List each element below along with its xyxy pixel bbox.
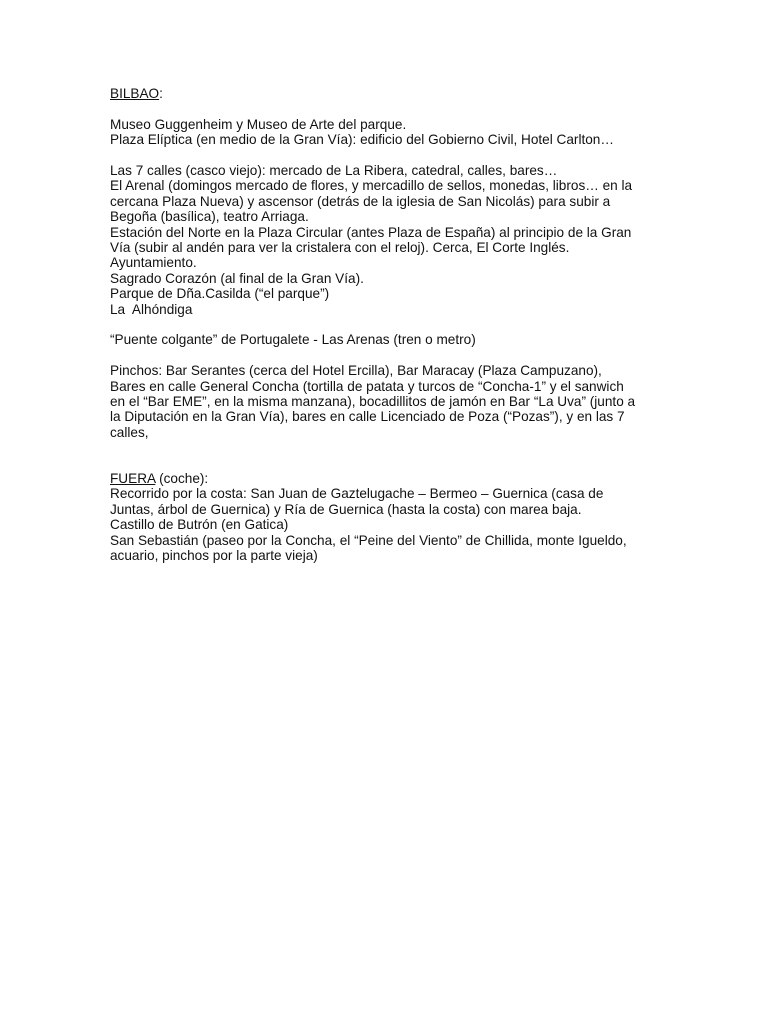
casco-line: El Arenal (domingos mercado de flores, y mercadillo de sellos, monedas, libros… en la: [110, 178, 633, 194]
blank-line: [110, 148, 670, 163]
casco-line: Parque de Dña.Casilda (“el parque”): [110, 286, 330, 302]
casco-line: Las 7 calles (casco viejo): mercado de La Ribera, catedral, calles, bares…: [110, 163, 558, 178]
casco-line: Vía (subir al andén para ver la cristalera con el reloj). Cerca, El Corte Inglés.: [110, 240, 570, 256]
pinchos-line: Pinchos: Bar Serantes (cerca del Hotel Ercilla), Bar Maracay (Plaza Campuzano),: [110, 363, 602, 379]
fuera-heading: FUERA: [110, 471, 156, 487]
blank-line: [110, 456, 670, 471]
blank-line: [110, 440, 670, 455]
pinchos-line: la Diputación en la Gran Vía), bares en calle Licenciado de Poza (“Pozas”), y en las 7: [110, 409, 625, 425]
bilbao-heading-colon: :: [159, 86, 163, 101]
fuera-heading-suffix: (coche):: [155, 471, 209, 487]
casco-line: La Alhóndiga: [110, 301, 193, 317]
pinchos-line: en el “Bar EME”, en la misma manzana), bocadillitos de jamón en Bar “La Uva” (junto a: [110, 394, 636, 410]
casco-line: Begoña (basílica), teatro Arriaga.: [110, 209, 309, 225]
bilbao-line: Plaza Elíptica (en medio de la Gran Vía): edificio del Gobierno Civil, Hotel Carlton…: [110, 132, 614, 148]
pinchos-line: Bares en calle General Concha (tortilla de patata y turcos de “Concha-1” y el sanwich: [110, 378, 624, 394]
bilbao-line: Museo Guggenheim y Museo de Arte del parque.: [110, 116, 407, 132]
bilbao-heading: BILBAO: [110, 86, 160, 101]
fuera-line: Castillo de Butrón (en Gatica): [110, 517, 289, 533]
fuera-line: Recorrido por la costa: San Juan de Gaztelugache – Bermeo – Guernica (casa de: [110, 486, 604, 502]
bilbao-heading-line: [110, 86, 670, 101]
casco-line: Ayuntamiento.: [110, 255, 197, 271]
blank-line: [110, 317, 670, 332]
blank-line: [110, 348, 670, 363]
fuera-line: acuario, pinchos por la parte vieja): [110, 548, 318, 564]
document-page: [110, 86, 670, 564]
fuera-line: San Sebastián (paseo por la Concha, el “Peine del Viento” de Chillida, monte Igueldo,: [110, 532, 627, 548]
puente-line: “Puente colgante” de Portugalete - Las Arenas (tren o metro): [110, 332, 476, 348]
fuera-heading-line: [110, 471, 670, 486]
blank-line: [110, 101, 670, 116]
casco-line: Estación del Norte en la Plaza Circular (antes Plaza de España) al principio de la Gran: [110, 224, 632, 240]
casco-line: cercana Plaza Nueva) y ascensor (detrás de la iglesia de San Nicolás) para subir a: [110, 193, 611, 209]
pinchos-line: calles,: [110, 424, 149, 440]
fuera-line: Juntas, árbol de Guernica) y Ría de Guernica (hasta la costa) con marea baja.: [110, 501, 582, 517]
casco-line: Sagrado Corazón (al final de la Gran Vía).: [110, 270, 364, 286]
